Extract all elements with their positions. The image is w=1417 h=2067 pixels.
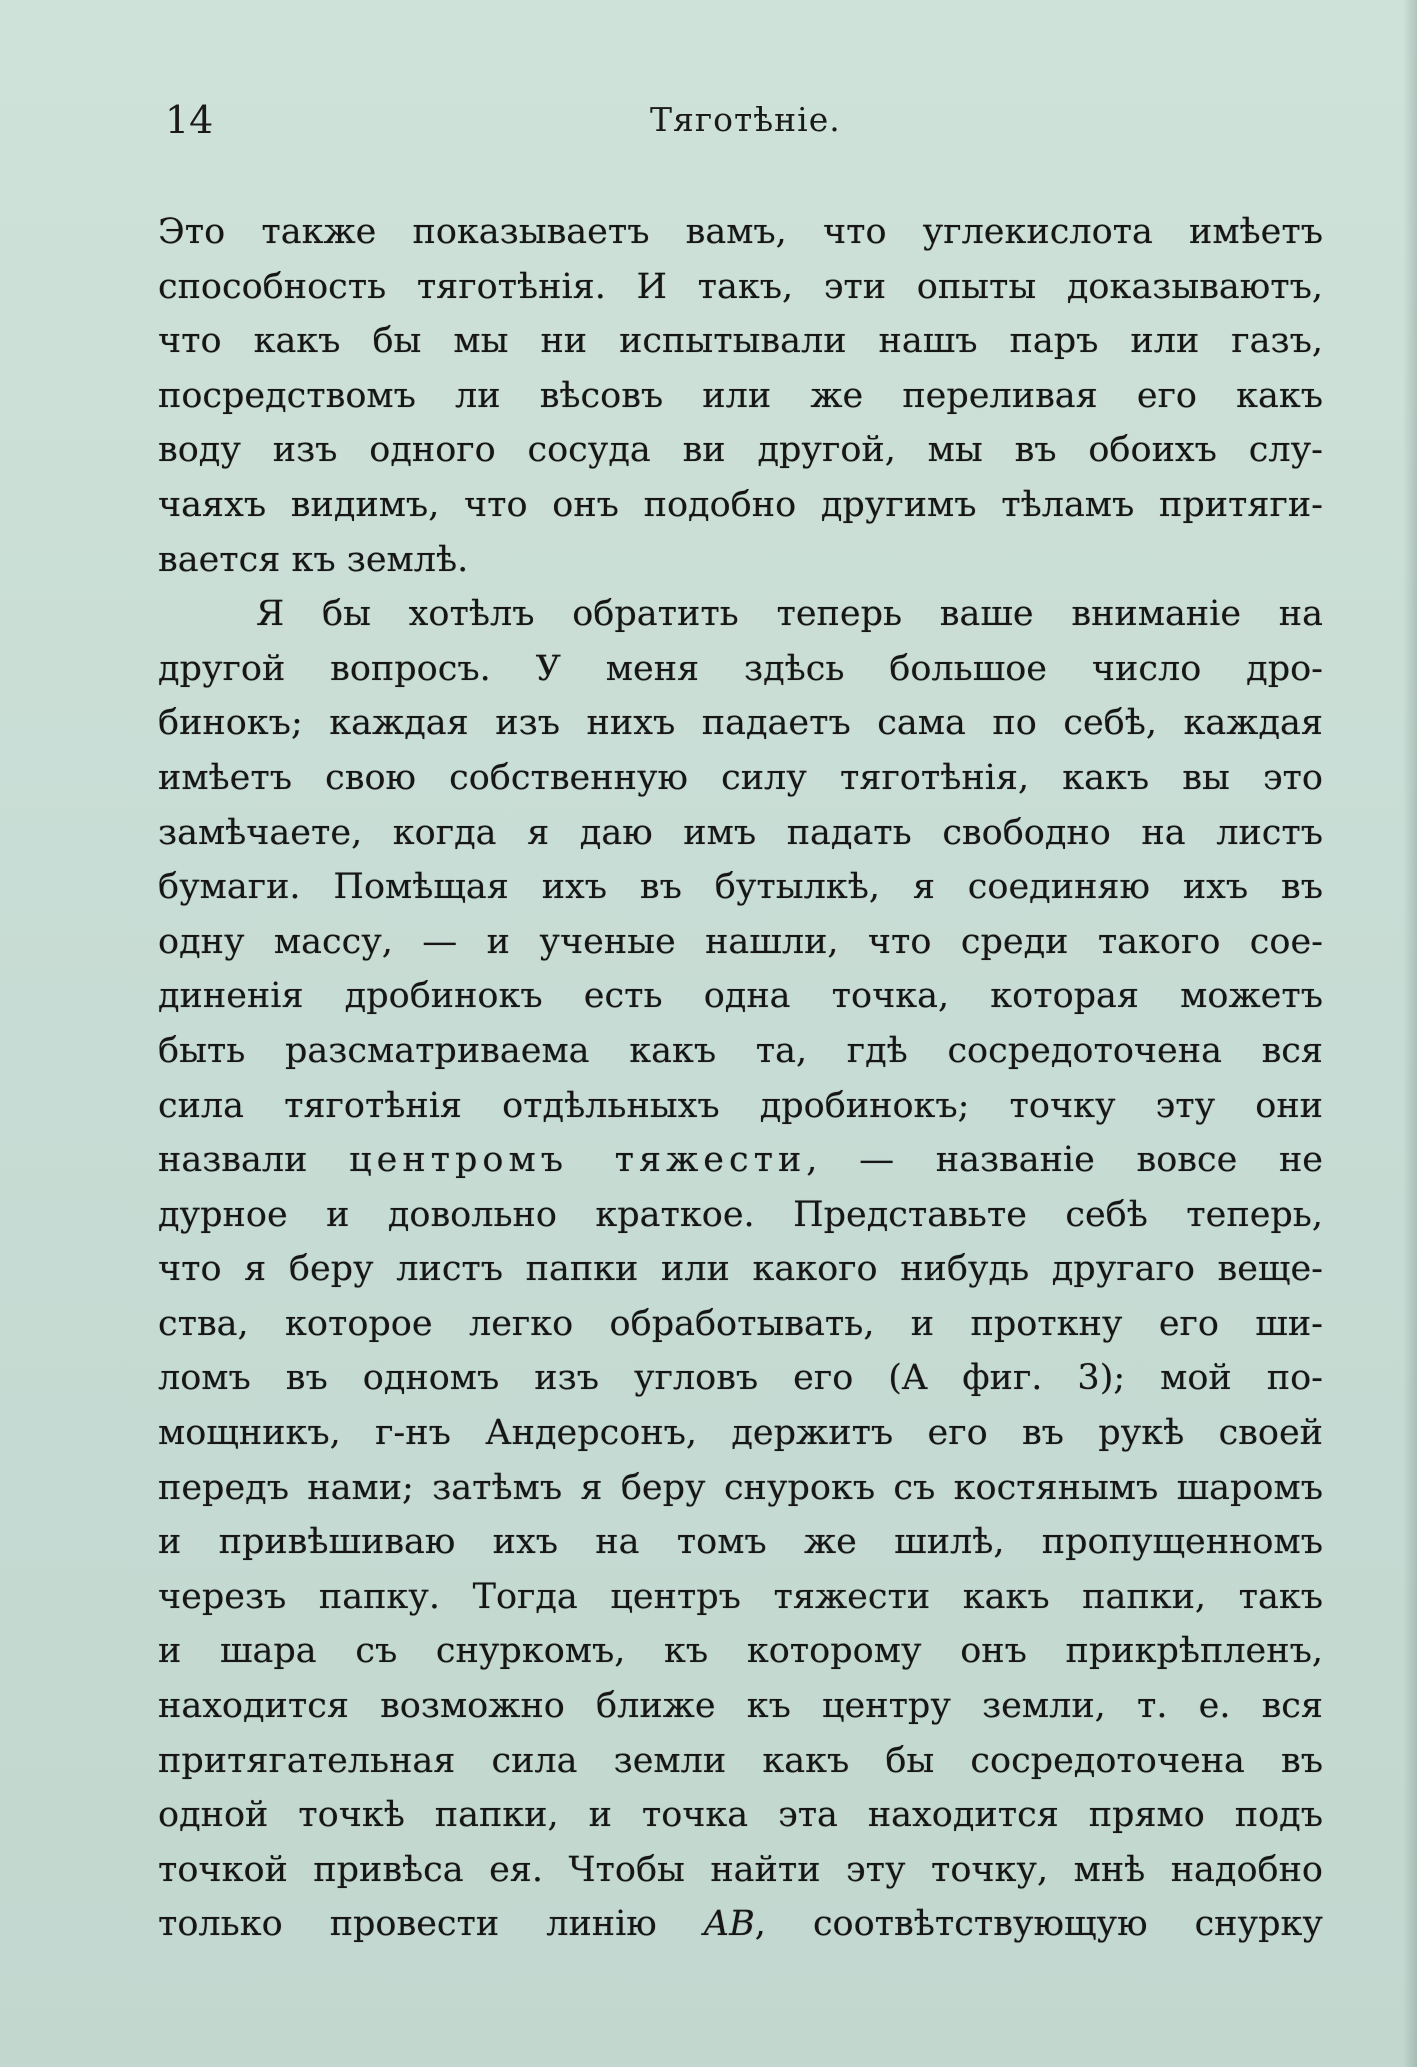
text-line: точкой привѣса ея. Чтобы найти эту точку, мнѣ надобно [158, 1849, 1323, 1890]
text-run: только провести линію [158, 1904, 704, 1945]
spaced-term: центромъ тяжести [349, 1140, 807, 1181]
text-line: Я бы хотѣлъ обратить теперь ваше вниманіе на [256, 594, 1323, 635]
text-line: и шара съ снуркомъ, къ которому онъ прикрѣпленъ, [158, 1631, 1323, 1672]
text-line: ства, которое легко обработывать, и проткну его ши- [158, 1303, 1323, 1344]
text-line: замѣчаете, когда я даю имъ падать свободно на листъ [158, 812, 1323, 853]
page-number: 14 [165, 98, 214, 142]
text-line: бумаги. Помѣщая ихъ въ бутылкѣ, я соединяю ихъ въ [158, 867, 1323, 908]
text-line-spaced [158, 1133, 1323, 1188]
text-line-italic [158, 1897, 1323, 1952]
page-edge-shadow [1403, 0, 1417, 2067]
text-line: черезъ папку. Тогда центръ тяжести какъ папки, такъ [158, 1576, 1323, 1617]
text-line: дурное и довольно краткое. Представьте себѣ теперь, [158, 1194, 1323, 1235]
text-line: ломъ въ одномъ изъ угловъ его (A фиг. 3); мой по- [158, 1358, 1323, 1399]
running-title: Тяготѣніе. [650, 100, 841, 139]
text-run: , соотвѣтствующую снурку [754, 1904, 1323, 1945]
text-line: мощникъ, г-нъ Андерсонъ, держитъ его въ рукѣ своей [158, 1413, 1323, 1454]
text-line: диненія дробинокъ есть одна точка, которая можетъ [158, 976, 1323, 1017]
paragraph-2 [158, 587, 1323, 1952]
text-line: бинокъ; каждая изъ нихъ падаетъ сама по себѣ, каждая [158, 703, 1323, 744]
text-line: быть разсматриваема какъ та, гдѣ сосредоточена вся [158, 1030, 1323, 1071]
text-line: воду изъ одного сосуда ви другой, мы въ обоихъ слу- [158, 430, 1323, 471]
text-line: Это также показываетъ вамъ, что углекислота имѣетъ [158, 212, 1323, 252]
text-run: назвали [158, 1140, 350, 1181]
text-line: находится возможно ближе къ центру земли, т. е. вся [158, 1686, 1323, 1727]
text-line: одной точкѣ папки, и точка эта находится прямо подъ [158, 1795, 1323, 1836]
italic-label: AB [703, 1904, 755, 1945]
text-line: передъ нами; затѣмъ я беру снурокъ съ костянымъ шаромъ [158, 1467, 1323, 1508]
text-line: сила тяготѣнія отдѣльныхъ дробинокъ; точку эту они [158, 1085, 1323, 1126]
text-line: что какъ бы мы ни испытывали нашъ паръ или газъ, [158, 321, 1323, 362]
paragraph-1 [158, 205, 1323, 587]
text-line: что я беру листъ папки или какого нибудь другаго веще- [158, 1249, 1323, 1290]
text-line: другой вопросъ. У меня здѣсь большое число дро- [158, 648, 1323, 689]
text-run: , — названіе вовсе не [806, 1140, 1324, 1181]
text-line: способность тяготѣнія. И такъ, эти опыты доказываютъ, [158, 266, 1323, 307]
text-line: притягательная сила земли какъ бы сосредоточена въ [158, 1740, 1323, 1781]
text-line: посредствомъ ли вѣсовъ или же переливая его какъ [158, 375, 1323, 416]
page-header [165, 98, 1335, 158]
text-line: одну массу, — и ученые нашли, что среди такого сое- [158, 921, 1323, 962]
text-line: и привѣшиваю ихъ на томъ же шилѣ, пропущенномъ [158, 1522, 1323, 1563]
body-text [158, 205, 1323, 1952]
text-line: имѣетъ свою собственную силу тяготѣнія, какъ вы это [158, 757, 1323, 798]
text-line: вается къ землѣ. [158, 539, 469, 580]
text-line: чаяхъ видимъ, что онъ подобно другимъ тѣламъ притяги- [158, 484, 1323, 525]
